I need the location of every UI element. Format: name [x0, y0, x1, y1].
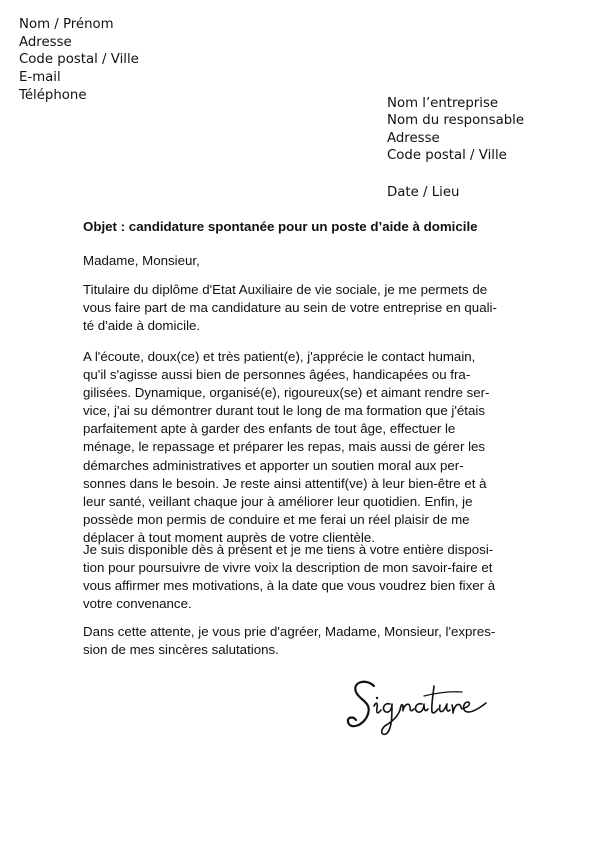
paragraph-availability [83, 541, 495, 613]
paragraph-line: A l'écoute, doux(ce) et très patient(e), j'apprécie le contact humain, [83, 349, 476, 364]
paragraph-line: vous affirmer mes motivations, à la date que vous voudrez bien fixer à [83, 578, 496, 594]
paragraph-intro [83, 281, 497, 335]
letter-body [83, 218, 513, 658]
letter-salutation: Madame, Monsieur, [83, 253, 200, 268]
paragraph-line: Titulaire du diplôme d'Etat Auxiliaire de vie sociale, je me permets de [83, 282, 488, 297]
paragraph-line: tion pour poursuivre de vivre voix la description de mon savoir-faire et [83, 560, 493, 576]
paragraph-line: sonnes dans le besoin. Je reste ainsi attentif(ve) à leur bien-être et à [83, 475, 487, 491]
paragraph-line: qu'il s'agisse aussi bien de personnes âgées, handicapées ou fra- [83, 367, 471, 383]
sender-address: Adresse [19, 34, 72, 50]
recipient-postal-city: Code postal / Ville [387, 148, 507, 164]
sender-postal-city: Code postal / Ville [19, 52, 139, 68]
paragraph-line: té d'aide à domicile. [83, 318, 201, 334]
paragraph-line: vous faire part de ma candidature au sein de votre entreprise en quali- [83, 300, 497, 316]
paragraph-line: démarches administratives et apporter un soutien moral aux per- [83, 457, 464, 473]
paragraph-line: gilisées. Dynamique, organisé(e), rigoureux(se) et aimant rendre ser- [83, 385, 490, 401]
paragraph-line: ménage, le repassage et préparer les repas, mais aussi de gérer les [83, 439, 486, 455]
paragraph-line: Dans cette attente, je vous prie d'agréer, Madame, Monsieur, l'expres- [83, 624, 496, 639]
paragraph-qualities [83, 348, 489, 547]
paragraph-line: votre convenance. [83, 596, 192, 612]
letter-subject: Objet : candidature spontanée pour un poste d’aide à domicile [83, 219, 478, 234]
paragraph-line: leur santé, veillant chaque jour à améliorer leur quotidien. Enfin, je [83, 493, 473, 509]
paragraph-closing [83, 623, 495, 659]
recipient-block [387, 95, 524, 201]
paragraph-line: parfaitement apte à garder des enfants de tout âge, effectuer le [83, 421, 456, 437]
signature-image [344, 672, 494, 742]
date-place: Date / Lieu [387, 184, 460, 200]
paragraph-line: vice, j'ai su démontrer durant tout le long de ma formation que j'étais [83, 403, 485, 419]
paragraph-line: Je suis disponible dès à présent et je me tiens à votre entière disposi- [83, 542, 494, 557]
paragraph-line: possède mon permis de conduire et me ferai un réel plaisir de me [83, 511, 470, 527]
sender-name: Nom / Prénom [19, 17, 114, 32]
recipient-company: Nom l’entreprise [387, 96, 499, 111]
sender-email: E-mail [19, 70, 61, 86]
sender-phone: Téléphone [19, 87, 87, 103]
sender-block [19, 16, 139, 105]
paragraph-line: sion de mes sincères salutations. [83, 642, 279, 658]
paragraph-line: déplacer à tout moment auprès de votre clientèle. [83, 529, 375, 545]
recipient-address: Adresse [387, 130, 440, 146]
recipient-manager: Nom du responsable [387, 113, 525, 129]
